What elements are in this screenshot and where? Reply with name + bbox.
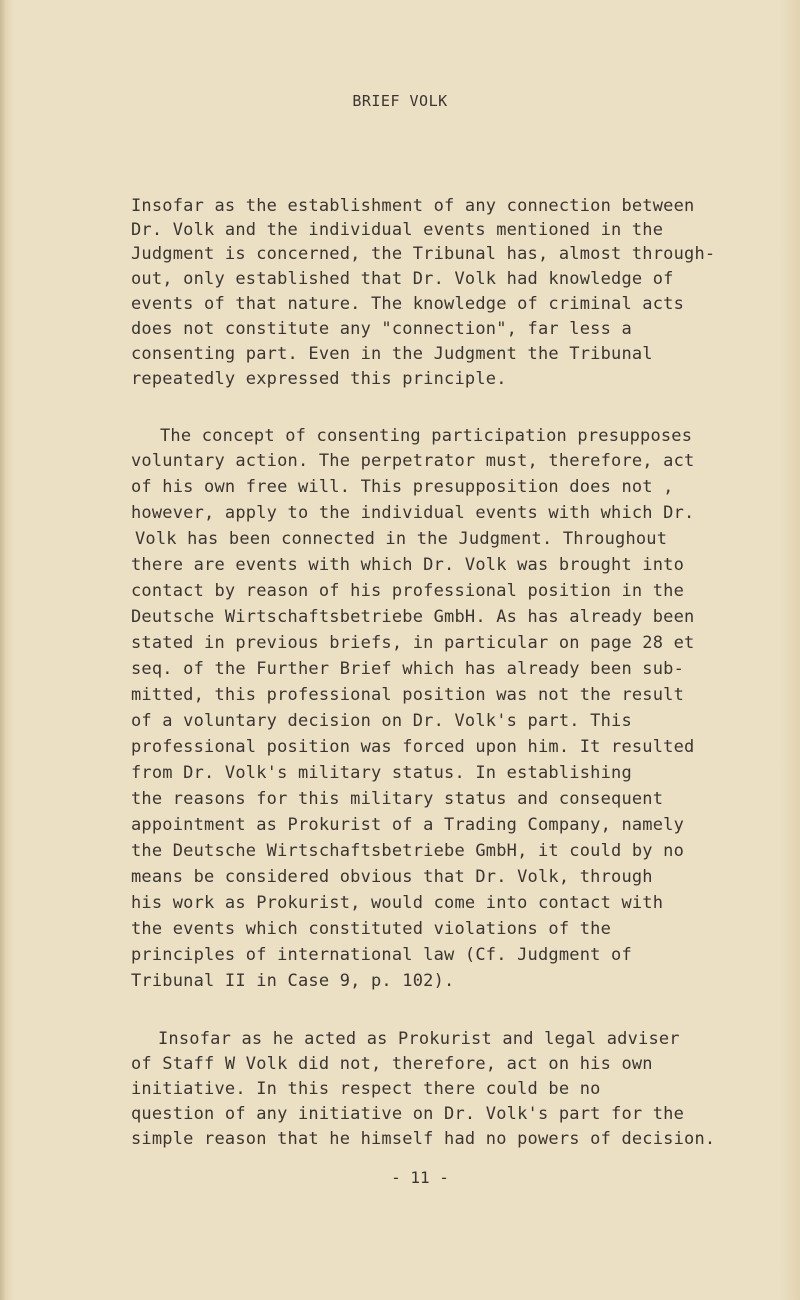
text-line: Volk has been connected in the Judgment. Throughout [135, 529, 668, 549]
text-line: Insofar as the establishment of any connection between [131, 196, 695, 216]
text-line: of Staff W Volk did not, therefore, act on his own [131, 1054, 653, 1074]
text-line: appointment as Prokurist of a Trading Company, namely [131, 815, 685, 835]
text-line: of his own free will. This presupposition does not , [131, 477, 674, 497]
text-line: the events which constituted violations of the [131, 919, 612, 939]
text-line: professional position was forced upon him. It resulted [131, 737, 695, 757]
text-line: Tribunal II in Case 9, p. 102). [131, 971, 455, 991]
text-line: The concept of consenting participation presupposes [160, 426, 693, 446]
text-line: question of any initiative on Dr. Volk's part for the [131, 1104, 685, 1124]
text-line: voluntary action. The perpetrator must, therefore, act [131, 451, 695, 471]
text-line: from Dr. Volk's military status. In establishing [131, 763, 632, 783]
text-line: the reasons for this military status and consequent [131, 789, 664, 809]
text-line: out, only established that Dr. Volk had knowledge of [131, 269, 674, 289]
text-line: Insofar as he acted as Prokurist and legal adviser [158, 1029, 680, 1049]
page-title: BRIEF VOLK [352, 92, 448, 110]
text-line: Deutsche Wirtschaftsbetriebe GmbH. As has already been [131, 607, 695, 627]
text-line: there are events with which Dr. Volk was brought into [131, 555, 685, 575]
text-line: simple reason that he himself had no powers of decision. [131, 1129, 716, 1149]
text-line: stated in previous briefs, in particular on page 28 et [131, 633, 695, 653]
text-line: however, apply to the individual events with which Dr. [131, 503, 695, 523]
text-line: mitted, this professional position was not the result [131, 685, 685, 705]
text-line: Dr. Volk and the individual events mentioned in the [131, 220, 664, 240]
text-line: contact by reason of his professional position in the [131, 581, 685, 601]
text-line: means be considered obvious that Dr. Volk, through [131, 867, 653, 887]
text-line: the Deutsche Wirtschaftsbetriebe GmbH, it could by no [131, 841, 685, 861]
text-line: does not constitute any "connection", far less a [131, 319, 632, 339]
text-line: seq. of the Further Brief which has already been sub- [131, 659, 685, 679]
page-number: - 11 - [391, 1168, 449, 1187]
text-line: Judgment is concerned, the Tribunal has, almost through- [131, 244, 716, 264]
text-line: consenting part. Even in the Judgment the Tribunal [131, 344, 653, 364]
text-line: initiative. In this respect there could be no [131, 1079, 601, 1099]
text-line: of a voluntary decision on Dr. Volk's part. This [131, 711, 632, 731]
text-line: events of that nature. The knowledge of criminal acts [131, 294, 685, 314]
text-line: repeatedly expressed this principle. [131, 369, 507, 389]
text-line: his work as Prokurist, would come into contact with [131, 893, 664, 913]
text-line: principles of international law (Cf. Judgment of [131, 945, 632, 965]
